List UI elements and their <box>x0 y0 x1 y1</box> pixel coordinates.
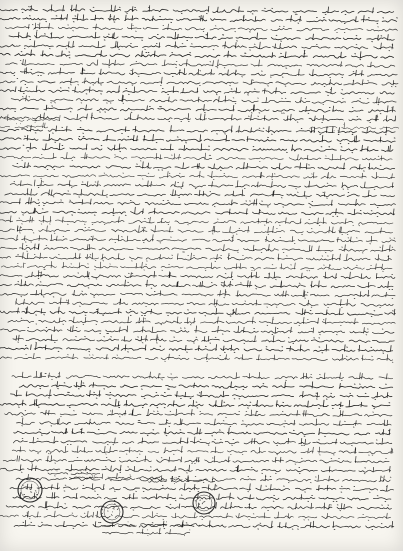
handwriting-line <box>0 399 390 408</box>
handwriting-line <box>0 14 397 24</box>
handwriting-line <box>19 381 393 390</box>
handwriting-line <box>0 77 398 87</box>
handwriting-line <box>16 298 394 308</box>
handwriting-line <box>3 456 389 465</box>
handwriting-line <box>0 5 394 15</box>
handwriting-line <box>0 207 395 216</box>
handwriting-line <box>12 446 393 455</box>
handwriting-line <box>6 502 391 511</box>
handwriting-line <box>0 171 395 180</box>
handwriting-line <box>12 371 393 380</box>
handwriting-line <box>13 437 391 446</box>
handwriting-line <box>0 326 394 335</box>
handwriting-line <box>0 41 393 51</box>
handwriting-line <box>0 280 393 290</box>
handwriting-line <box>0 105 395 114</box>
handwriting-line <box>0 243 395 253</box>
handwriting-line <box>0 134 395 143</box>
marginal-note <box>310 122 399 130</box>
handwriting-line <box>14 428 390 437</box>
handwriting-line <box>1 261 392 271</box>
handwriting-line <box>5 409 392 418</box>
handwriting-line <box>9 32 394 42</box>
signature-text <box>102 528 190 536</box>
handwriting-line <box>10 483 394 492</box>
handwriting-line <box>0 307 395 317</box>
signature-text <box>48 471 100 475</box>
handwriting-line <box>8 317 395 326</box>
handwriting-line <box>0 198 395 208</box>
handwriting-line <box>0 353 393 362</box>
handwriting-line <box>0 235 395 244</box>
handwriting-line <box>5 23 397 33</box>
handwriting-line <box>0 511 391 520</box>
seal-left-stamp <box>18 478 42 502</box>
handwriting-line <box>0 50 394 60</box>
handwriting-line <box>0 226 393 235</box>
handwriting-line <box>0 143 393 153</box>
handwriting-line <box>0 290 395 299</box>
handwriting-line <box>0 465 391 474</box>
handwriting-line <box>11 95 396 105</box>
handwriting-line <box>0 68 397 78</box>
seal-right-stamp <box>193 492 215 514</box>
handwriting-line <box>5 189 395 199</box>
handwriting-line <box>14 520 394 529</box>
handwriting-line <box>16 418 391 427</box>
handwriting-line <box>0 86 394 96</box>
handwriting-line <box>13 492 391 501</box>
handwriting-line <box>6 59 395 68</box>
signature-text <box>69 473 160 481</box>
handwriting-line <box>13 335 394 344</box>
handwriting-line <box>0 216 393 226</box>
handwriting-line <box>0 343 393 353</box>
handwriting-line <box>11 390 393 400</box>
handwriting-line <box>0 113 396 123</box>
handwriting-line <box>0 253 391 262</box>
handwriting-line <box>0 152 392 161</box>
handwriting-line <box>0 271 395 280</box>
handwriting-line <box>10 180 394 190</box>
handwriting-lines <box>0 5 399 536</box>
handwriting-line <box>13 162 395 171</box>
seal-middle-stamp <box>101 501 123 523</box>
